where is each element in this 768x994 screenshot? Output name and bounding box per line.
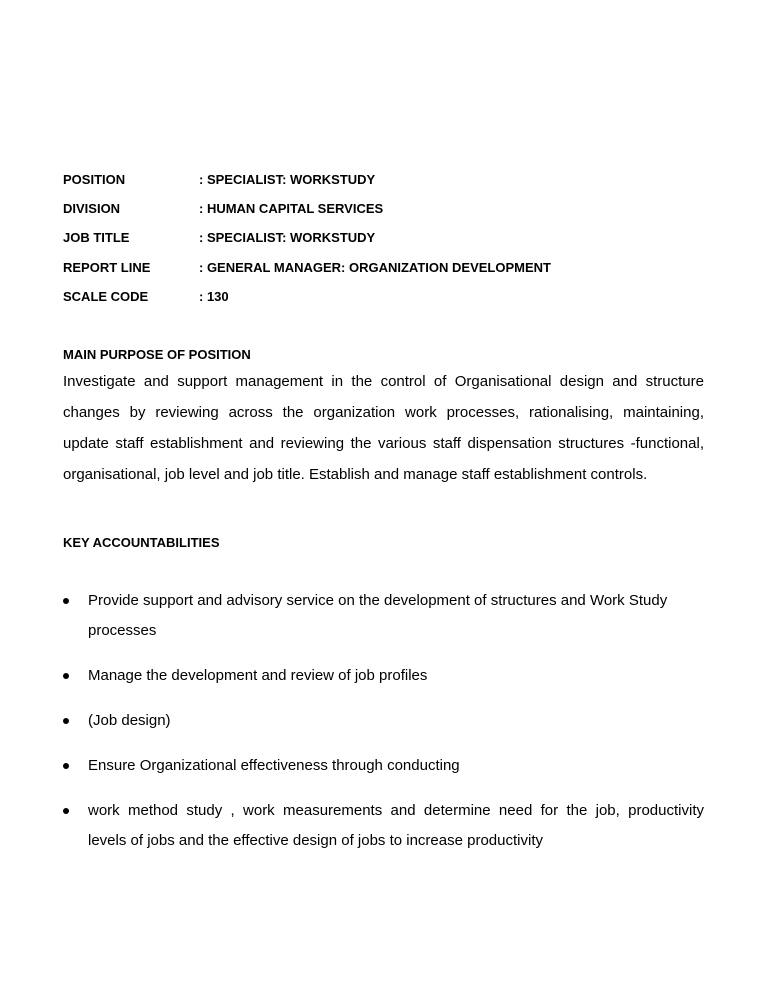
main-purpose-heading: MAIN PURPOSE OF POSITION [63,347,251,362]
field-scale-code [63,289,229,305]
bullet-icon [63,808,69,814]
field-value: : HUMAN CAPITAL SERVICES [199,201,384,216]
list-item [63,661,704,691]
field-label: JOB TITLE [63,230,130,245]
list-item-text: Manage the development and review of job profiles [88,667,428,684]
field-label: POSITION [63,172,126,187]
bullet-icon [63,598,69,604]
list-item [63,706,704,736]
field-value: : SPECIALIST: WORKSTUDY [199,230,376,245]
key-accountabilities-heading: KEY ACCOUNTABILITIES [63,535,220,550]
list-item-text: work method study , work measurements and determine need for the job, productivity [88,802,704,819]
field-position [63,172,375,188]
main-purpose-paragraph [63,366,704,490]
list-item-text: Ensure Organizational effectiveness through conducting [88,757,460,774]
list-item-text: Provide support and advisory service on the development of structures and Work Study [88,592,668,609]
field-label: REPORT LINE [63,260,151,275]
purpose-line: organisational, job level and job title. Establish and manage staff establishment controls. [63,466,648,483]
bullet-icon [63,763,69,769]
field-value: : SPECIALIST: WORKSTUDY [199,172,376,187]
list-item [63,796,704,856]
list-item [63,751,704,781]
field-value: : GENERAL MANAGER: ORGANIZATION DEVELOPMENT [199,260,551,275]
field-job-title [63,230,375,246]
accountabilities-list [63,586,704,871]
bullet-icon [63,718,69,724]
bullet-icon [63,673,69,679]
field-value: : 130 [199,289,229,304]
list-item-text-continued: processes [88,622,157,639]
field-division [63,201,383,217]
field-report-line [63,260,551,276]
list-item [63,586,704,646]
list-item-text: (Job design) [88,712,171,729]
list-item-text-continued: levels of jobs and the effective design of jobs to increase productivity [88,832,543,849]
field-label: SCALE CODE [63,289,149,304]
purpose-line: Investigate and support management in the control of Organisational design and structure [63,373,704,390]
purpose-line: update staff establishment and reviewing the various staff dispensation structures -functional, [63,435,704,452]
purpose-line: changes by reviewing across the organization work processes, rationalising, maintaining, [63,404,704,421]
field-label: DIVISION [63,201,121,216]
